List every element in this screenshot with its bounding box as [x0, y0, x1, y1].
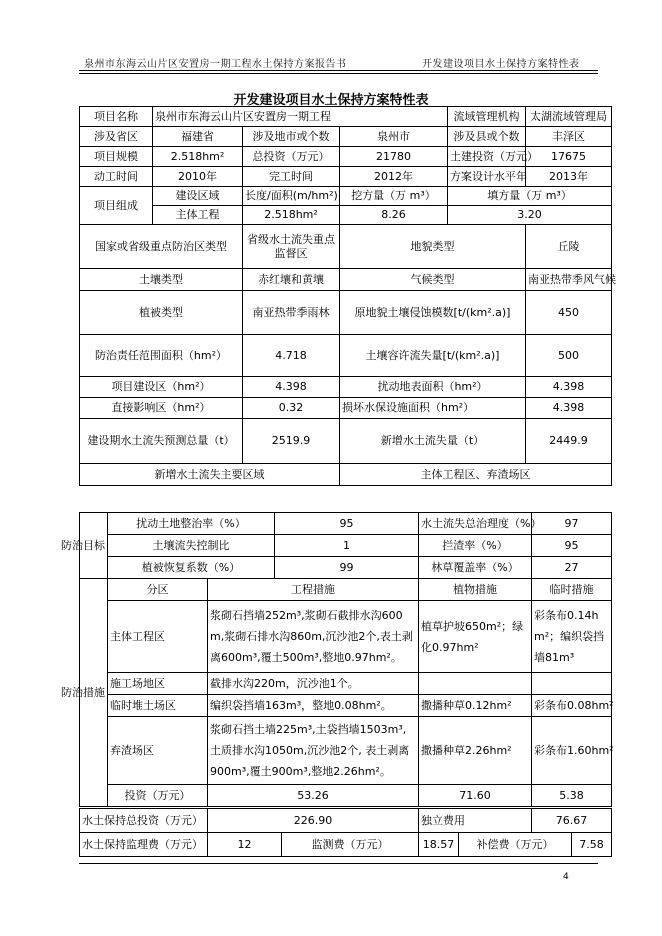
- new-loss-value: 2449.9: [526, 419, 612, 464]
- climate-value: 南亚热带季风气候: [526, 269, 612, 291]
- target-k2-3: 林草覆盖率（%）: [419, 557, 532, 579]
- col-fill: 填方量（万 m³）: [448, 187, 612, 206]
- direct-area-value: 0.32: [243, 398, 340, 419]
- label-provincial-zone: 省级水土流失重点监督区: [243, 225, 340, 269]
- measure-plant-2: [419, 673, 532, 695]
- damage-area-value: 4.398: [526, 398, 612, 419]
- label-start: 动工时间: [80, 167, 153, 187]
- col-plant: 植物措施: [419, 579, 532, 601]
- label-province: 涉及省区: [80, 127, 153, 147]
- label-project-name: 项目名称: [80, 107, 153, 127]
- label-total-invest: 总投资（万元）: [243, 147, 340, 167]
- civil-invest-value: 17675: [526, 147, 612, 167]
- target-v1-2: 1: [274, 535, 418, 556]
- total-invest-value: 21780: [340, 147, 448, 167]
- basin-value: 太湖流域管理局: [526, 107, 612, 127]
- measure-eng-2: 截排水沟220m，沉沙池1个。: [208, 673, 419, 695]
- label-predicted-loss: 建设期水土流失预测总量（t）: [80, 419, 243, 464]
- invest-temporary: 5.38: [532, 785, 612, 807]
- footer-rule: [79, 863, 598, 864]
- target-v1-3: 99: [274, 557, 418, 578]
- header-rule-2: [79, 73, 598, 74]
- label-erosion-modulus: 原地貌土壤侵蚀模数[t/(km².a)]: [340, 291, 526, 335]
- feature-table-upper: [79, 106, 617, 486]
- measure-temp-1: 彩条布0.14hm²；编织袋挡墙81m³: [532, 601, 612, 673]
- measure-temp-2: [532, 673, 612, 695]
- label-supervision-fee: 水土保持监理费（万元）: [80, 833, 208, 857]
- target-row-1: [108, 513, 419, 535]
- label-civil-invest: 土建投资（万元）: [448, 147, 526, 167]
- allowable-loss-value: 500: [526, 335, 612, 377]
- label-landform: 地貌类型: [340, 225, 526, 269]
- composition-row-excavation: 8.26: [340, 206, 448, 225]
- header-rule: [79, 70, 598, 71]
- target-k2-2: 拦渣率（%）: [419, 535, 532, 557]
- label-measures: 防治措施: [80, 579, 108, 807]
- finish-value: 2012年: [340, 167, 448, 187]
- running-header-left: 泉州市东海云山片区安置房一期工程水土保持方案报告书: [84, 59, 347, 70]
- disturb-area-value: 4.398: [526, 377, 612, 398]
- project-name: 泉州市东海云山片区安置房一期工程: [153, 107, 448, 127]
- col-excavation: 挖方量（万 m³）: [340, 187, 448, 206]
- label-direct-area: 直接影响区（hm²）: [80, 398, 243, 419]
- target-v1-1: 95: [274, 513, 418, 534]
- predicted-loss-value: 2519.9: [243, 419, 340, 464]
- target-k1-3: 植被恢复系数（%）: [141, 560, 241, 574]
- target-v2-1: 97: [532, 513, 612, 535]
- design-year-value: 2013年: [526, 167, 612, 187]
- total-cost-value: 226.90: [208, 809, 419, 833]
- label-city: 涉及地市或个数: [243, 127, 340, 147]
- build-area-value: 4.398: [243, 377, 340, 398]
- measure-eng-4: 浆砌石挡土墙225m³,土袋挡墙1503m³,土质排水沟1050m,沉沙池2个, 表土剥离900m³,覆土900m³,整地2.26hm²。: [208, 717, 419, 785]
- responsibility-area-value: 4.718: [243, 335, 340, 377]
- label-investment: 投资（万元）: [108, 785, 208, 807]
- label-responsibility-area: 防治责任范围面积（hm²）: [80, 335, 243, 377]
- col-size: 长度/面积(m/hm²): [243, 187, 340, 206]
- measure-area-4: 弃渣场区: [108, 717, 208, 785]
- label-national-zone: 国家或省级重点防治区类型: [80, 225, 243, 269]
- running-header-right: 开发建设项目水土保持方案特性表: [422, 59, 580, 70]
- measure-temp-4: 彩条布1.60hm²: [532, 717, 612, 785]
- label-build-area: 项目建设区（hm²）: [80, 377, 243, 398]
- target-v2-3: 27: [532, 557, 612, 579]
- measure-eng-3: 编织袋挡墙163m³，整地0.08hm²。: [208, 695, 419, 717]
- col-engineering: 工程措施: [208, 579, 419, 601]
- scale-value: 2.518hm²: [153, 147, 243, 167]
- label-allowable-loss: 土壤容许流失量[t/(km².a)]: [340, 335, 526, 377]
- label-independent-fee: 独立费用: [419, 809, 532, 833]
- landform-value: 丘陵: [526, 225, 612, 269]
- col-zone: 分区: [108, 579, 208, 601]
- label-compensation-fee: 补偿费（万元）: [459, 833, 572, 857]
- label-vegetation: 植被类型: [80, 291, 243, 335]
- monitoring-fee-value: 18.57: [419, 833, 459, 857]
- label-finish: 完工时间: [243, 167, 340, 187]
- composition-row-size: 2.518hm²: [243, 206, 340, 225]
- target-v2-2: 95: [532, 535, 612, 557]
- measure-plant-3: 撒播种草0.12hm²: [419, 695, 532, 717]
- province-value: 福建省: [153, 127, 243, 147]
- invest-engineering: 53.26: [208, 785, 419, 807]
- label-targets: 防治目标: [80, 513, 108, 579]
- label-main-loss-area: 新增水土流失主要区域: [80, 464, 340, 486]
- measure-eng-1: 浆砌石挡墙252m³,浆砌石截排水沟600m,浆砌石排水沟860m,沉沙池2个,表土剥离600m³,覆土500m³,整地0.97hm²。: [208, 601, 419, 673]
- independent-fee-value: 76.67: [532, 809, 612, 833]
- page-number: 4: [563, 872, 569, 882]
- target-row-3: [108, 557, 419, 579]
- table-title: 开发建设项目水土保持方案特性表: [233, 93, 429, 108]
- col-temporary: 临时措施: [532, 579, 612, 601]
- label-scale: 项目规模: [80, 147, 153, 167]
- composition-row-fill: 3.20: [448, 206, 612, 225]
- measure-area-3: 临时堆土场区: [108, 695, 208, 717]
- invest-plant: 71.60: [419, 785, 532, 807]
- target-k1-1: 扰动土地整治率（%）: [136, 516, 246, 530]
- composition-row-name: 主体工程: [153, 206, 243, 225]
- measure-plant-4: 撒播种草2.26hm²: [419, 717, 532, 785]
- measure-temp-3: 彩条布0.08hm²: [532, 695, 612, 717]
- label-disturb-area: 扰动地表面积（hm²）: [340, 377, 526, 398]
- feature-table-measures: [61, 512, 614, 807]
- target-k2-1: 水土流失总治理度（%）: [419, 513, 532, 535]
- label-total-cost: 水土保持总投资（万元）: [80, 809, 208, 833]
- label-new-loss: 新增水土流失量（t）: [340, 419, 526, 464]
- col-area: 建设区域: [153, 187, 243, 206]
- start-value: 2010年: [153, 167, 243, 187]
- target-k1-2: 土壤流失控制比: [152, 538, 230, 552]
- feature-table-costs: [79, 808, 612, 857]
- label-monitoring-fee: 监测费（万元）: [282, 833, 419, 857]
- label-damage-area: 损坏水保设施面积（hm²）: [340, 398, 526, 419]
- measure-area-1: 主体工程区: [108, 601, 208, 673]
- main-loss-area-value: 主体工程区、弃渣场区: [340, 464, 612, 486]
- label-composition: 项目组成: [80, 187, 153, 225]
- label-soil: 土壤类型: [80, 269, 243, 291]
- city-value: 泉州市: [340, 127, 448, 147]
- label-county: 涉及县或个数: [448, 127, 526, 147]
- soil-value: 赤红壤和黄壤: [243, 269, 340, 291]
- vegetation-value: 南亚热带季雨林: [243, 291, 340, 335]
- label-design-year: 方案设计水平年: [448, 167, 526, 187]
- label-climate: 气候类型: [340, 269, 526, 291]
- supervision-fee-value: 12: [208, 833, 282, 857]
- measure-plant-1: 植草护坡650m²；绿化0.97hm²: [419, 601, 532, 673]
- erosion-modulus-value: 450: [526, 291, 612, 335]
- county-value: 丰泽区: [526, 127, 612, 147]
- compensation-fee-value: 7.58: [572, 833, 612, 857]
- label-basin: 流域管理机构: [448, 107, 526, 127]
- measure-area-2: 施工场地区: [108, 673, 208, 695]
- target-row-2: [108, 535, 419, 557]
